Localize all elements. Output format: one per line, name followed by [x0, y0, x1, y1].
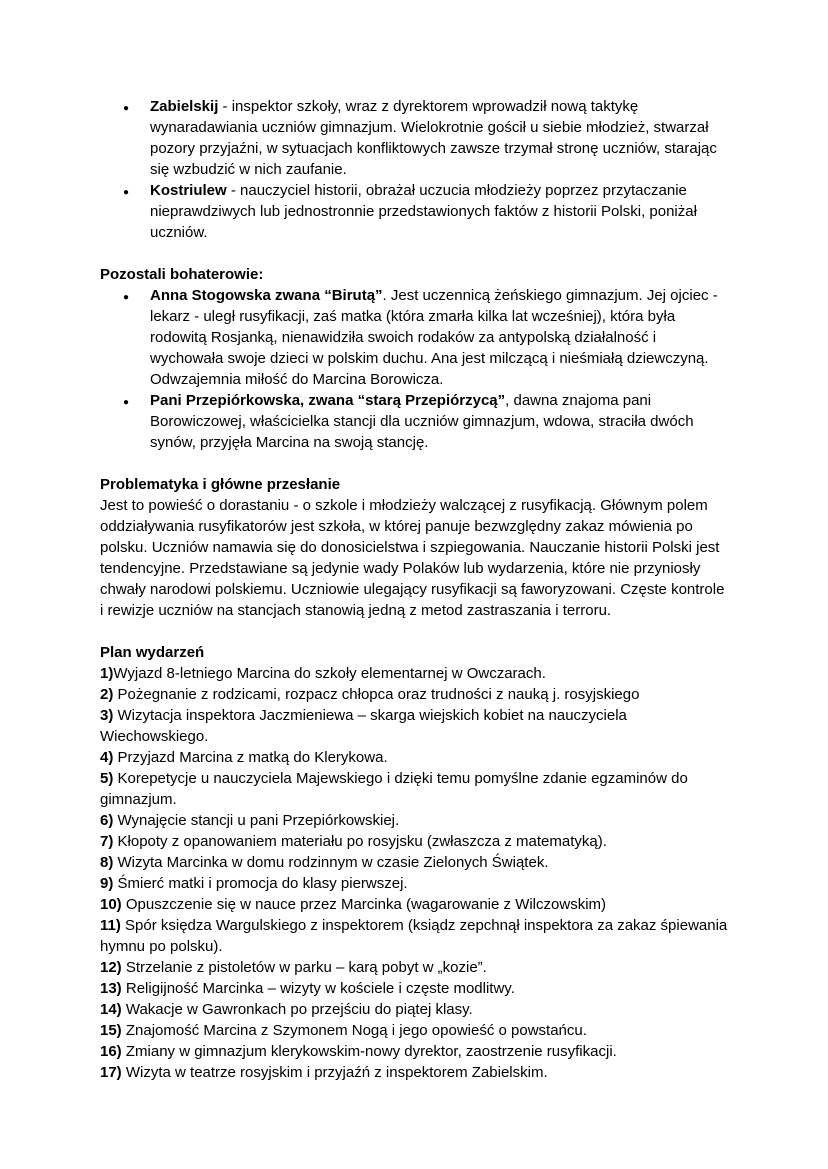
plan-list-item	[100, 915, 730, 957]
plan-item-text: Znajomość Marcina z Szymonem Nogą i jego opowieść o powstańcu.	[121, 1022, 587, 1039]
plan-list-item	[100, 999, 730, 1020]
main-characters-list	[100, 96, 730, 243]
plan-list-item	[100, 831, 730, 852]
bullet-icon	[123, 390, 129, 413]
plan-item-text: Opuszczenie się w nauce przez Marcinka (wagarowanie z Wilczowskim)	[121, 896, 607, 913]
plan-item-text: Pożegnanie z rodzicami, rozpacz chłopca oraz trudności z nauką j. rosyjskiego	[113, 686, 640, 703]
plan-list-item	[100, 810, 730, 831]
plan-item-text: Kłopoty z opanowaniem materiału po rosyjsku (zwłaszcza z matematyką).	[113, 833, 607, 850]
plan-list-item	[100, 684, 730, 705]
plan-item-text: Spór księdza Wargulskiego z inspektorem (ksiądz zepchnął inspektora za zakaz śpiewania hymnu po polsku).	[100, 917, 728, 955]
plan-item-number: 9)	[100, 875, 114, 892]
plan-list-item	[100, 747, 730, 768]
plan-item-number: 3)	[100, 707, 114, 724]
character-list-item	[150, 285, 730, 390]
plan-item-number: 1)	[100, 665, 114, 682]
character-name: Zabielskij	[150, 98, 219, 115]
character-list-item	[150, 96, 730, 180]
bullet-icon	[123, 96, 129, 119]
character-description: - nauczyciel historii, obrażał uczucia młodzieży poprzez przytaczanie nieprawdziwych lub jednostronnie przedstawionych faktów z historii Polski, poniżał uczniów.	[150, 182, 697, 241]
plan-item-number: 15)	[100, 1022, 122, 1039]
plan-item-text: Wizytacja inspektora Jaczmieniewa – skarga wiejskich kobiet na nauczyciela Wiechowskiego.	[100, 707, 627, 745]
themes-paragraph: Jest to powieść o dorastaniu - o szkole i młodzieży walczącej z rusyfikacją. Głównym polem oddziaływania rusyfikatorów jest szkoła, w której panuje bezwzględny zakaz mówienia po polsku. Uczniów namawia się do donosicielstwa i szpiegowania. Nauczanie historii Polski jest tendencyjne. Przedstawiane są jedynie wady Polaków lub wydarzenia, które nie przyniosły chwały narodowi polskiemu. Uczniowie ulegający rusyfikacji są faworyzowani. Częste kontrole i rewizje uczniów na stancjach stanowią jedną z metod zastraszania i terroru.	[100, 497, 725, 619]
character-name: Anna Stogowska zwana “Birutą”	[150, 287, 383, 304]
plan-item-number: 14)	[100, 1001, 122, 1018]
plan-item-text: Zmiany w gimnazjum klerykowskim-nowy dyrektor, zaostrzenie rusyfikacji.	[121, 1043, 617, 1060]
character-name: Kostriulew	[150, 182, 227, 199]
plan-list-item	[100, 957, 730, 978]
plan-item-number: 4)	[100, 749, 114, 766]
character-list-item	[150, 390, 730, 453]
section-heading-plan: Plan wydarzeń	[100, 644, 205, 661]
plan-item-text: Religijność Marcinka – wizyty w kościele i częste modlitwy.	[121, 980, 515, 997]
plan-item-text: Korepetycje u nauczyciela Majewskiego i dzięki temu pomyślne zdanie egzaminów do gimnazjum.	[100, 770, 688, 808]
plan-list-item	[100, 1020, 730, 1041]
plan-list-item	[100, 852, 730, 873]
plan-item-text: Wizyta w teatrze rosyjskim i przyjaźń z inspektorem Zabielskim.	[121, 1064, 548, 1081]
section-heading-themes: Problematyka i główne przesłanie	[100, 476, 341, 493]
plan-list-item	[100, 978, 730, 999]
plan-list	[100, 663, 730, 1083]
plan-item-text: Wynajęcie stancji u pani Przepiórkowskiej.	[113, 812, 400, 829]
plan-item-text: Wyjazd 8-letniego Marcina do szkoły elementarnej w Owczarach.	[113, 665, 546, 682]
other-characters-list	[100, 285, 730, 453]
section-heading-other-characters: Pozostali bohaterowie:	[100, 266, 264, 283]
character-description: . Jest uczennicą żeńskiego gimnazjum. Jej ojciec - lekarz - uległ rusyfikacji, zaś matka (która zmarła kilka lat wcześniej), która była rodowitą Rosjanką, nienawidziła swoich rodaków za antypolską działalność i wychowała swoje dzieci w polskim duchu. Ana jest milczącą i nieśmiałą dziewczyną. Odwzajemnia miłość do Marcina Borowicza.	[150, 287, 718, 388]
plan-item-number: 6)	[100, 812, 114, 829]
plan-item-number: 10)	[100, 896, 122, 913]
plan-item-text: Wizyta Marcinka w domu rodzinnym w czasie Zielonych Świątek.	[113, 854, 549, 871]
plan-item-number: 2)	[100, 686, 114, 703]
plan-item-number: 5)	[100, 770, 114, 787]
character-list-item	[150, 180, 730, 243]
plan-item-number: 8)	[100, 854, 114, 871]
plan-item-number: 16)	[100, 1043, 122, 1060]
plan-item-number: 12)	[100, 959, 122, 976]
plan-list-item	[100, 705, 730, 747]
character-description: , dawna znajoma pani Borowiczowej, właścicielka stancji dla uczniów gimnazjum, wdowa, straciła dwóch synów, przyjęła Marcina na swoją stancję.	[150, 392, 694, 451]
plan-list-item	[100, 768, 730, 810]
plan-item-text: Przyjazd Marcina z matką do Klerykowa.	[113, 749, 388, 766]
plan-list-item	[100, 1062, 730, 1083]
plan-list-item	[100, 663, 730, 684]
plan-item-text: Wakacje w Gawronkach po przejściu do piątej klasy.	[121, 1001, 473, 1018]
plan-list-item	[100, 873, 730, 894]
plan-item-number: 11)	[100, 917, 121, 934]
plan-item-number: 13)	[100, 980, 122, 997]
plan-item-number: 7)	[100, 833, 114, 850]
bullet-icon	[123, 285, 129, 308]
plan-item-text: Strzelanie z pistoletów w parku – karą pobyt w „kozie”.	[121, 959, 487, 976]
plan-list-item	[100, 1041, 730, 1062]
plan-list-item	[100, 894, 730, 915]
plan-item-number: 17)	[100, 1064, 122, 1081]
character-name: Pani Przepiórkowska, zwana “starą Przepiórzycą”	[150, 392, 506, 409]
plan-item-text: Śmierć matki i promocja do klasy pierwszej.	[113, 875, 408, 892]
bullet-icon	[123, 180, 129, 203]
character-description: - inspektor szkoły, wraz z dyrektorem wprowadził nową taktykę wynaradawiania uczniów gimnazjum. Wielokrotnie gościł u siebie młodzież, stwarzał pozory przyjaźni, w sytuacjach konfliktowych zawsze trzymał stronę uczniów, starając się wzbudzić w nich zaufanie.	[150, 98, 717, 178]
